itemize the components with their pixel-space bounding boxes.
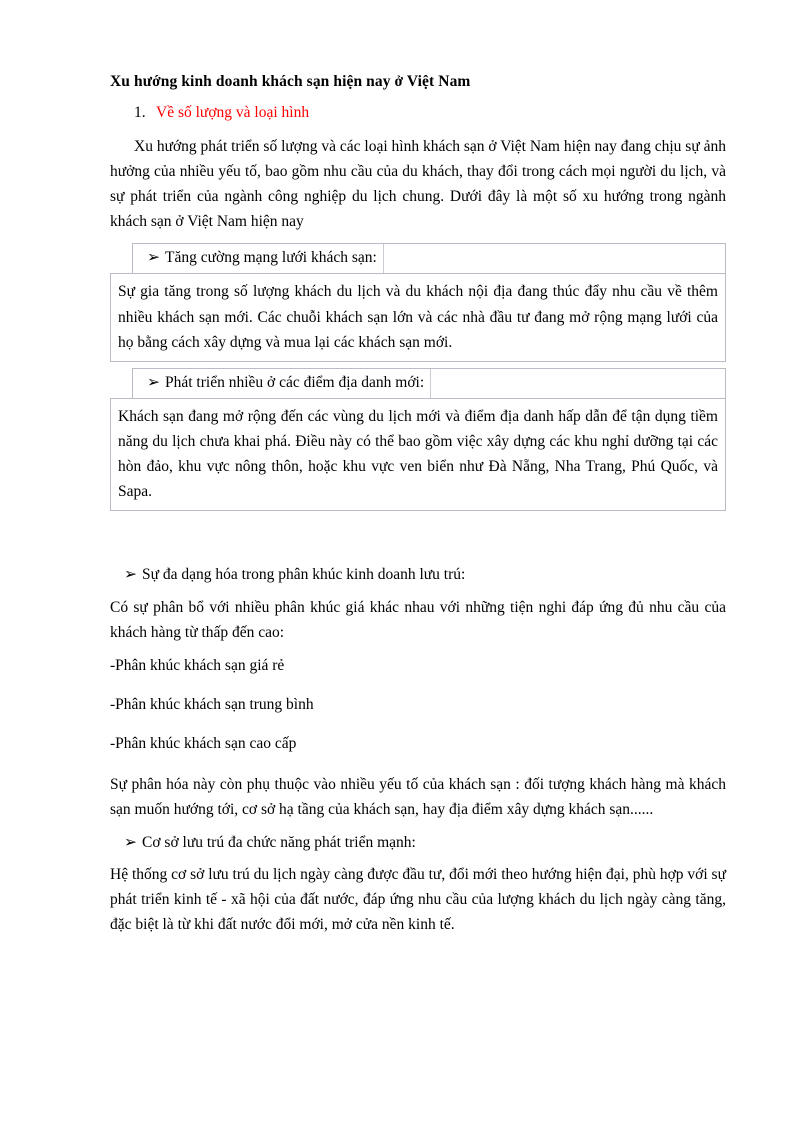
page-title: Xu hướng kinh doanh khách sạn hiện nay ở Việt Nam <box>110 73 471 90</box>
bullet-item-3 <box>110 831 726 854</box>
list-item: -Phân khúc khách sạn giá rẻ <box>110 656 285 674</box>
paragraph-after-bullet-2: Có sự phân bổ với nhiều phân khúc giá khác nhau với những tiện nghi đáp ứng đủ nhu cầu của khách hàng từ thấp đến cao: <box>110 598 726 641</box>
arrow-bullet-icon: ➢ <box>124 566 137 584</box>
section-title: Về số lượng và loại hình <box>156 103 310 121</box>
box-body-text-1: Sự gia tăng trong số lượng khách du lịch và du khách nội địa đang thúc đẩy nhu cầu về thêm nhiều khách sạn mới. Các chuỗi khách sạn lớn và các nhà đầu tư đang mở rộng mạng lưới của họ bằng cách xây dựng và mua lại các khách sạn mới. <box>118 283 718 351</box>
box-heading-cell-2 <box>133 369 431 398</box>
box-body-row-1 <box>110 273 726 361</box>
box-heading-row-1 <box>132 243 726 274</box>
bullet-item-3-label: Cơ sở lưu trú đa chức năng phát triển mạnh: <box>142 833 416 851</box>
box-body-text-2: Khách sạn đang mở rộng đến các vùng du lịch mới và điểm địa danh hấp dẫn để tận dụng tiềm năng du lịch chưa khai phá. Điều này có thể bao gồm việc xây dựng các khu nghỉ dưỡng tại các hòn đảo, khu vực nông thôn, hoặc khu vực ven biển như Đà Nẵng, Nha Trang, Phú Quốc, và Sapa. <box>118 407 718 501</box>
arrow-bullet-icon: ➢ <box>124 833 137 851</box>
section-heading-1 <box>110 103 726 124</box>
section-gap <box>110 511 726 563</box>
intro-paragraph: Xu hướng phát triển số lượng và các loại hình khách sạn ở Việt Nam hiện nay đang chịu sự ảnh hưởng của nhiều yếu tố, bao gồm nhu cầu của du khách, thay đổi trong cách mọi người du lịch, và sự phát triển của ngành công nghiệp du lịch chung. Dưới đây là một số xu hướng trong ngành khách sạn ở Việt Nam hiện nay <box>110 137 726 231</box>
box-heading-label-1: Tăng cường mạng lưới khách sạn: <box>165 249 377 267</box>
list-item: -Phân khúc khách sạn cao cấp <box>110 735 297 753</box>
arrow-bullet-icon: ➢ <box>147 249 160 267</box>
paragraph-after-bullet-3: Hệ thống cơ sở lưu trú du lịch ngày càng được đầu tư, đổi mới theo hướng hiện đại, phù hợp với sự phát triển kinh tế - xã hội của đất nước, đáp ứng nhu cầu của lượng khách du lịch ngày càng tăng, đặc biệt là từ khi đất nước đổi mới, mở cửa nền kinh tế. <box>110 866 726 934</box>
box-heading-label-2: Phát triển nhiều ở các điểm địa danh mới: <box>165 373 425 391</box>
section-number: 1. <box>134 103 146 121</box>
boxed-sections <box>110 243 726 511</box>
bullet-item-2 <box>110 563 726 586</box>
box-heading-row-2 <box>132 368 726 399</box>
box-heading-filler-1 <box>384 244 725 273</box>
box-heading-filler-2 <box>431 369 725 398</box>
paragraph-segments-note: Sự phân hóa này còn phụ thuộc vào nhiều yếu tố của khách sạn : đối tượng khách hàng mà khách sạn muốn hướng tới, cơ sở hạ tầng của khách sạn, hay địa điểm xây dựng khách sạn...... <box>110 775 726 818</box>
document-content <box>110 72 726 946</box>
bullet-item-2-label: Sự đa dạng hóa trong phân khúc kinh doanh lưu trú: <box>142 566 466 584</box>
arrow-bullet-icon: ➢ <box>147 373 160 391</box>
list-item: -Phân khúc khách sạn trung bình <box>110 696 314 714</box>
box-body-row-2 <box>110 398 726 511</box>
box-heading-cell-1 <box>133 244 384 273</box>
